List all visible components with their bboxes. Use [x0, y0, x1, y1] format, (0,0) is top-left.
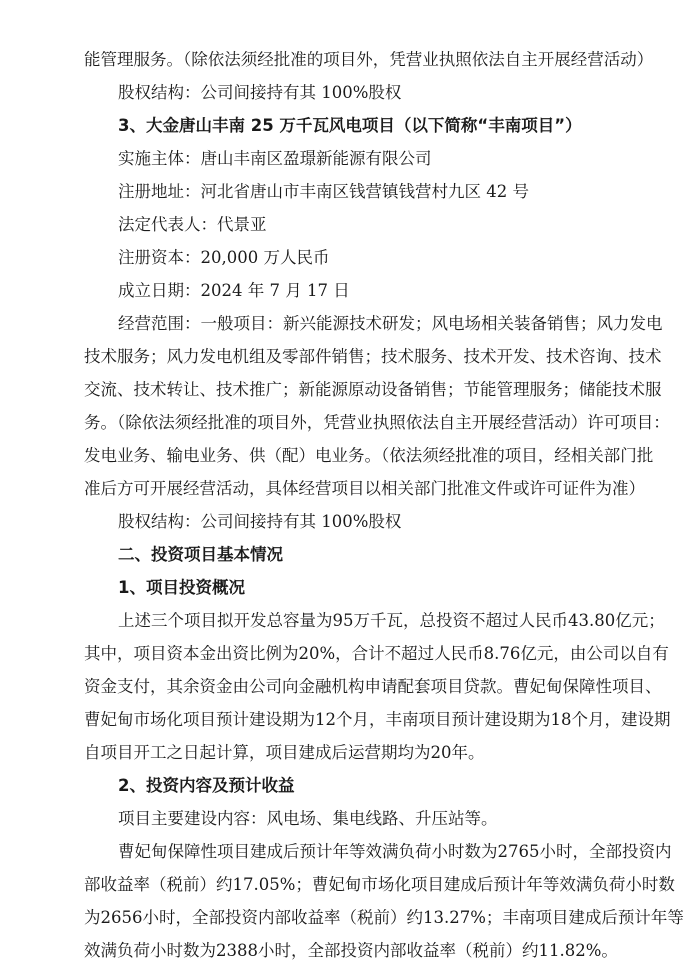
equity-structure-line: 股权结构：公司间接持有其 100%股权 — [118, 512, 402, 531]
info-line: 注册地址：河北省唐山市丰南区钱营镇钱营村九区 42 号 — [118, 182, 529, 201]
info-line: 法定代表人：代景亚 — [118, 215, 267, 234]
paragraph-line: 发电业务、输电业务、供（配）电业务。（依法须经批准的项目，经相关部门批 — [84, 446, 654, 465]
paragraph-line: 曹妃甸保障性项目建成后预计年等效满负荷小时数为2765小时，全部投资内 — [118, 842, 672, 861]
info-line: 成立日期：2024 年 7 月 17 日 — [118, 281, 350, 300]
paragraph-line: 资金支付，其余资金由公司向金融机构申请配套项目贷款。曹妃甸保障性项目、 — [84, 677, 662, 696]
paragraph-line: 其中，项目资本金出资比例为20%，合计不超过人民币8.76亿元，由公司以自有 — [84, 644, 669, 663]
paragraph-line: 交流、技术转让、技术推广；新能源原动设备销售；节能管理服务；储能技术服 — [84, 380, 662, 399]
paragraph-line: 曹妃甸市场化项目预计建设期为12个月，丰南项目预计建设期为18个月，建设期 — [84, 710, 671, 729]
subsection-heading: 1、项目投资概况 — [118, 578, 245, 597]
paragraph-line: 效满负荷小时数为2388小时，全部投资内部收益率（税前）约11.82%。 — [84, 941, 618, 960]
section-heading: 二、投资项目基本情况 — [118, 545, 283, 564]
paragraph-line: 经营范围：一般项目：新兴能源技术研发；风电场相关装备销售；风力发电 — [118, 314, 663, 333]
subsection-heading: 2、投资内容及预计收益 — [118, 776, 295, 795]
paragraph-line: 部收益率（税前）约17.05%；曹妃甸市场化项目建成后预计年等效满负荷小时数 — [84, 875, 675, 894]
equity-structure-line: 股权结构：公司间接持有其 100%股权 — [118, 83, 402, 102]
paragraph-line: 上述三个项目拟开发总容量为95万千瓦，总投资不超过人民币43.80亿元； — [118, 611, 665, 630]
paragraph-line: 能管理服务。（除依法须经批准的项目外，凭营业执照依法自主开展经营活动） — [84, 50, 654, 69]
paragraph-line: 自项目开工之日起计算，项目建成后运营期均为20年。 — [84, 743, 485, 762]
paragraph-line: 务。（除依法须经批准的项目外，凭营业执照依法自主开展经营活动）许可项目： — [84, 413, 670, 432]
paragraph-line: 技术服务；风力发电机组及零部件销售；技术服务、技术开发、技术咨询、技术 — [84, 347, 662, 366]
section-heading: 3、大金唐山丰南 25 万千瓦风电项目（以下简称“丰南项目”） — [118, 116, 582, 135]
info-line: 实施主体：唐山丰南区盈璟新能源有限公司 — [118, 149, 432, 168]
paragraph-line: 项目主要建设内容：风电场、集电线路、升压站等。 — [118, 809, 498, 828]
info-line: 注册资本：20,000 万人民币 — [118, 248, 330, 267]
paragraph-line: 为2656小时，全部投资内部收益率（税前）约13.27%；丰南项目建成后预计年等 — [84, 908, 684, 927]
paragraph-line: 准后方可开展经营活动，具体经营项目以相关部门批准文件或许可证件为准） — [84, 479, 645, 498]
